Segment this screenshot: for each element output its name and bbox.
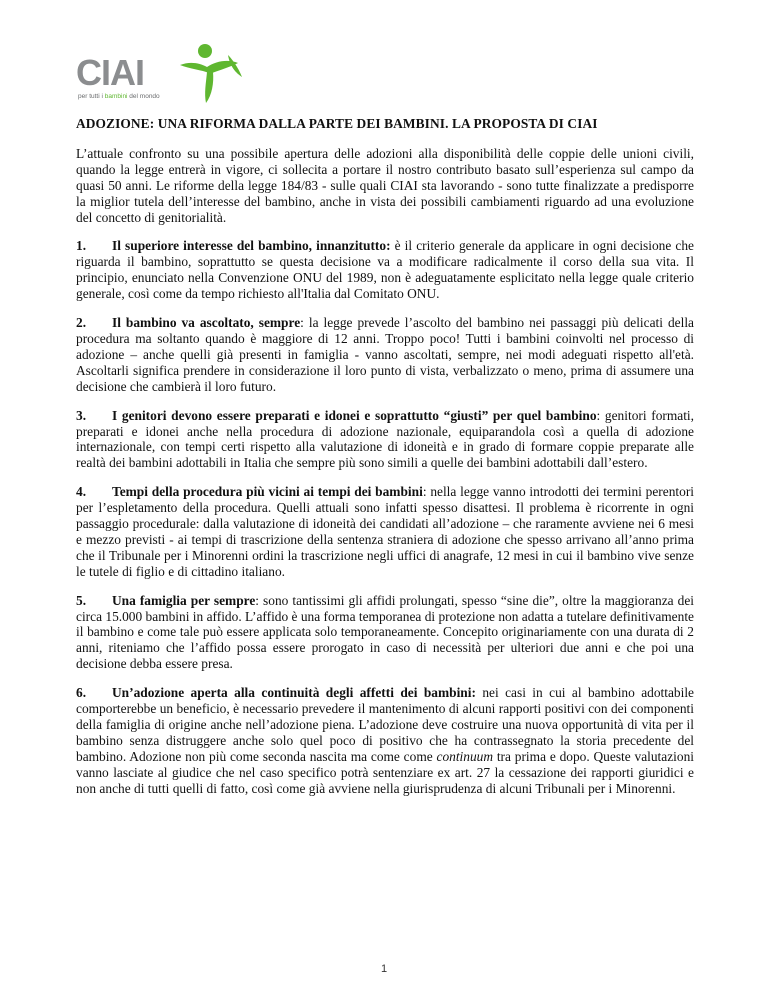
point-number: 4. (76, 484, 87, 500)
point-number: 3. (76, 407, 87, 423)
page-number: 1 (380, 963, 388, 975)
point-number: 6. (76, 685, 87, 701)
point-2 (76, 315, 694, 395)
point-number: 1. (76, 238, 87, 254)
point-text: : sono tantissimi gli affidi prolungati, spesso “sine die”, oltre la maggioranza dei circa 15.000 bambini in affido. L’affido è una forma temporanea di protezione non adatta a tutelare definitivamente il bambino e come tale può essere applicata solo temporaneamente. Concepito originariamente con una durata di 2 anni, riteniamo che l’affido possa essere prorogato in caso di necessità per ulteriori due anni e che poi una decisione debba essere presa. (76, 592, 694, 672)
point-4 (76, 484, 694, 579)
child-figure-icon (176, 43, 246, 105)
point-5 (76, 593, 694, 673)
logo-wordmark: CIAI (76, 52, 144, 93)
point-heading: Tempi della procedura più vicini ai tempi dei bambini (112, 484, 423, 500)
point-heading: Un’adozione aperta alla continuità degli affetti dei bambini: (112, 685, 476, 701)
point-heading: Il superiore interesse del bambino, innanzitutto: (112, 238, 391, 254)
tagline-post: del mondo (127, 93, 160, 100)
intro-paragraph: L’attuale confronto su una possibile apertura delle adozioni alla disponibilità delle coppie delle unioni civili, quando la legge entrerà in vigore, ci sollecita a portare il nostro contributo basato sull’esperienza sul campo da quasi 50 anni. Le riforme della legge 184/83 - sulle quali CIAI sta lavorando - sono tutte finalizzate a predisporre la miglior tutela dell’interesse del bambino, anche in vista dei possibili cambiamenti riguardo ad una evoluzione del concetto di genitorialità. (76, 145, 694, 225)
point-text: nei casi in cui al bambino adottabile comporterebbe un beneficio, è necessario prevedere il mantenimento di alcuni rapporti positivi con dei componenti della famiglia di origine anche nell’adozione piena. L’adozione deve costruire una nuova opportunità di vita per il bambino senza distruggere anche solo quel poco di positivo che ha contrassegnato la storia precedente del bambino. Adozione non più come seconda nascita ma come come (76, 685, 694, 764)
point-heading: I genitori devono essere preparati e idonei e soprattutto “giusti” per quel bambino (112, 407, 597, 423)
point-number: 5. (76, 592, 87, 608)
ciai-logo (76, 43, 246, 105)
point-text: : genitori formati, preparati e idonei anche nella procedura di adozione nazionale, equiparandola così a quella di adozione internazionale, con tempi certi rispetto alla valutazione di idoneità e in grado di formare coppie preparate alle realtà dei bambini adottabili in Italia che sempre più sono simili a quelle dei bambini adottabili dall’estero. (76, 407, 695, 471)
tagline-pre: per tutti i (78, 93, 105, 100)
page-title: ADOZIONE: UNA RIFORMA DALLA PARTE DEI BAMBINI. LA PROPOSTA DI CIAI (76, 116, 598, 131)
point-text: è il criterio generale da applicare in ogni decisione che riguarda il bambino, soprattutto se questa decisione va a modificare radicalmente il corso della sua vita. Il principio, enunciato nella Convenzione ONU del 1989, non è adeguatamente esplicitato nella legge quale criterio generale, così come da tempo richiesto all'Italia dal Comitato ONU. (76, 238, 694, 302)
tagline-highlight: bambini (104, 93, 128, 100)
point-6 (76, 685, 694, 796)
logo-tagline (78, 93, 160, 100)
document-body (76, 116, 694, 810)
point-3 (76, 408, 694, 472)
point-emphasis: continuum (436, 748, 494, 764)
point-heading: Una famiglia per sempre (112, 592, 256, 608)
point-1 (76, 238, 694, 302)
point-text: : la legge prevede l’ascolto del bambino nei passaggi più delicati della procedura ma soltanto quando è maggiore di 12 anni. Troppo poco! Tutti i bambini coinvolti nel processo di adozione – anche quelli già presenti in famiglia - vanno ascoltati, sempre, nei modi adeguati rispetto all'età. Ascoltarli significa prendere in considerazione il loro punto di vista, verbalizzato o meno, prima di assumere una decisione che cambierà il loro futuro. (76, 315, 694, 394)
point-number: 2. (76, 315, 87, 331)
point-text-continued: tra prima e dopo. Queste valutazioni vanno lasciate al giudice che nel caso specifico potrà sentenziare ex art. 27 la cessazione dei rapporti giuridici e non anche di tutti quelli di fatto, così come già avviene nella giurisprudenza di alcuni Tribunali per i Minorenni. (76, 748, 695, 796)
point-text: : nella legge vanno introdotti dei termini perentori per l’espletamento della procedura. Quelli attuali sono infatti spesso disattesi. Il problema è ricorrente in ogni passaggio procedurale: dalla valutazione di idoneità dei candidati all’adozione – che raramente avviene nei 6 mesi e mezzo previsti - ai tempi di trascrizione della sentenza straniera di adozione che spesso arrivano all’anno prima che il Tribunale per i Minorenni ordini la trascrizione negli uffici di anagrafe, 12 mesi in cui il bambino vive senze le tutele di figlio e di cittadino italiano. (76, 484, 694, 579)
point-heading: Il bambino va ascoltato, sempre (112, 315, 301, 331)
